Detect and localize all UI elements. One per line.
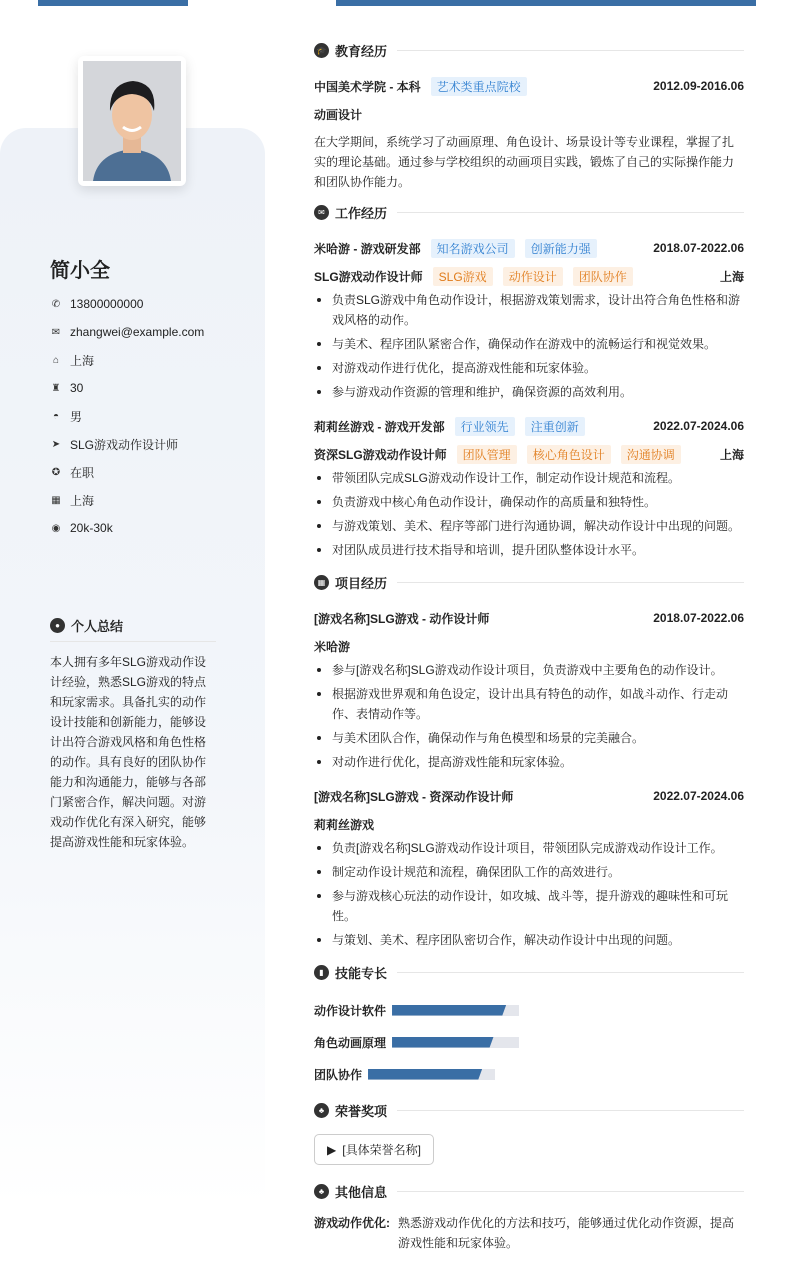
- bullet-item: 与美术团队合作，确保动作与角色模型和场景的完美融合。: [314, 728, 744, 748]
- role: SLG游戏动作设计师: [314, 269, 423, 284]
- info-text: 20k-30k: [70, 521, 113, 535]
- bar-chart-icon: ▮: [314, 965, 329, 980]
- bullet-item: 与策划、美术、程序团队密切合作，解决动作设计中出现的问题。: [314, 930, 744, 950]
- skill-bar: [392, 1037, 519, 1048]
- left-accent-bar: [38, 0, 188, 6]
- work-date: 2018.07-2022.06: [653, 241, 744, 255]
- entry-row: [314, 440, 744, 468]
- section-heading: [314, 38, 744, 62]
- bullet-item: 参与游戏动作资源的管理和维护，确保资源的高效利用。: [314, 382, 744, 402]
- company-tag: 注重创新: [525, 417, 585, 436]
- skill-item: [314, 994, 535, 1026]
- info-text: zhangwei@example.com: [70, 325, 205, 339]
- building-icon: ▦: [51, 494, 61, 506]
- entry-row: [314, 810, 744, 838]
- skill-bar-fill: [368, 1069, 482, 1080]
- graduation-cap-icon: 🎓: [314, 43, 329, 58]
- role-tag: 沟通协调: [621, 445, 681, 464]
- company-tag: 行业领先: [455, 417, 515, 436]
- section-title: 荣誉奖项: [335, 1103, 388, 1119]
- cake-icon: ♜: [51, 382, 61, 394]
- send-icon: ➤: [51, 438, 61, 450]
- salary-icon: ◉: [51, 522, 61, 534]
- company-tag: 创新能力强: [525, 239, 597, 258]
- bullet-item: 对游戏动作进行优化，提高游戏性能和玩家体验。: [314, 358, 744, 378]
- bullet-item: 负责游戏中核心角色动作设计，确保动作的高质量和独特性。: [314, 492, 744, 512]
- bullet-item: 参与游戏核心玩法的动作设计，如攻城、战斗等，提升游戏的趣味性和可玩性。: [314, 886, 744, 926]
- summary-text: 本人拥有多年SLG游戏动作设计经验，熟悉SLG游戏的特点和玩家需求。具备扎实的动作设计技能和创新能力，能够设计出符合游戏风格和角色性格的动作。具有良好的团队协作能力和沟通能力，能够与各部门紧密合作，解决问题。对游戏动作优化有深入研究，能够提高游戏性能和玩家体验。: [50, 655, 207, 849]
- other-text: 熟悉游戏动作优化的方法和技巧，能够通过优化动作资源，提高游戏性能和玩家体验。: [398, 1216, 735, 1250]
- mail-icon: ✉: [51, 326, 61, 338]
- info-text: 13800000000: [70, 297, 144, 311]
- info-text: 30: [70, 381, 84, 395]
- bullet-item: 制定动作设计规范和流程，确保团队工作的高效进行。: [314, 862, 744, 882]
- skill-item: [314, 1058, 535, 1090]
- city: 上海: [719, 447, 744, 462]
- bullet-item: 负责[游戏名称]SLG游戏动作设计项目，带领团队完成游戏动作设计工作。: [314, 838, 744, 858]
- divider: [397, 972, 744, 973]
- entry-row: [314, 632, 744, 660]
- contact-info: [50, 290, 204, 542]
- user-icon: ●: [50, 618, 65, 633]
- bullet-item: 带领团队完成SLG游戏动作设计工作，制定动作设计规范和流程。: [314, 468, 744, 488]
- edu-date: 2012.09-2016.06: [653, 79, 744, 93]
- gender-icon: ◓: [52, 410, 60, 422]
- entry-row: [314, 100, 744, 128]
- home-icon: ⌂: [52, 354, 60, 366]
- bullet-item: 与美术、程序团队紧密合作，确保动作在游戏中的流畅运行和视觉效果。: [314, 334, 744, 354]
- entry-row: [314, 782, 744, 810]
- skill-item: [314, 1026, 535, 1058]
- section-title: 教育经历: [335, 43, 388, 59]
- section-heading: [314, 1179, 744, 1203]
- section-heading: [314, 200, 744, 224]
- role-tag: 团队管理: [457, 445, 517, 464]
- skill-bar: [368, 1069, 495, 1080]
- bullet-list: [314, 290, 744, 402]
- section-title: 项目经历: [335, 575, 388, 591]
- info-row: [50, 486, 204, 514]
- bullet-item: 与游戏策划、美术、程序等部门进行沟通协调，解决动作设计中出现的问题。: [314, 516, 744, 536]
- honor-item[interactable]: [314, 1134, 434, 1165]
- info-text: 上海: [70, 493, 95, 508]
- section-heading: [314, 570, 744, 594]
- project-date: 2018.07-2022.06: [653, 611, 744, 625]
- project-company: 米哈游: [314, 639, 351, 654]
- summary-title: 个人总结: [71, 619, 124, 634]
- play-triangle-icon: ▶: [327, 1142, 337, 1157]
- bullet-item: 对团队成员进行技术指导和培训，提升团队整体设计水平。: [314, 540, 744, 560]
- info-row: [50, 374, 204, 402]
- skill-name: 团队协作: [314, 1067, 363, 1082]
- info-row: [50, 430, 204, 458]
- school-name: 中国美术学院 - 本科: [314, 79, 421, 94]
- section-heading: [314, 1098, 744, 1122]
- major: 动画设计: [314, 107, 363, 122]
- work-date: 2022.07-2024.06: [653, 419, 744, 433]
- skill-bar-fill: [392, 1037, 494, 1048]
- section-title: 技能专长: [335, 965, 388, 981]
- role-tag: SLG游戏: [433, 267, 493, 286]
- project-date: 2022.07-2024.06: [653, 789, 744, 803]
- candidate-name: 简小全: [50, 260, 110, 282]
- info-text: 上海: [70, 353, 95, 368]
- skill-name: 角色动画原理: [314, 1035, 387, 1050]
- skill-bar: [392, 1005, 519, 1016]
- project-name: [游戏名称]SLG游戏 - 动作设计师: [314, 611, 490, 626]
- other-label: 游戏动作优化:: [314, 1216, 390, 1230]
- entry-row: [314, 234, 744, 262]
- section-title: 其他信息: [335, 1184, 388, 1200]
- info-text: 在职: [70, 465, 95, 480]
- role-tag: 核心角色设计: [527, 445, 611, 464]
- info-row: [50, 514, 204, 542]
- role-tag: 动作设计: [503, 267, 563, 286]
- info-text: SLG游戏动作设计师: [70, 437, 179, 452]
- other-item: [314, 1213, 744, 1253]
- info-row: [50, 318, 204, 346]
- skill-bar-fill: [392, 1005, 506, 1016]
- skill-name: 动作设计软件: [314, 1003, 387, 1018]
- info-row: [50, 290, 204, 318]
- entry-row: [314, 412, 744, 440]
- skills-list: [314, 994, 744, 1090]
- project-company: 莉莉丝游戏: [314, 817, 375, 832]
- info-row: [50, 458, 204, 486]
- bullet-item: 对动作进行优化，提高游戏性能和玩家体验。: [314, 752, 744, 772]
- edu-desc: 在大学期间，系统学习了动画原理、角色设计、场景设计等专业课程，掌握了扎实的理论基础。通过参与学校组织的动画项目实践，锻炼了自己的实际操作能力和团队协作能力。: [314, 135, 735, 189]
- bullet-item: 参与[游戏名称]SLG游戏动作设计项目，负责游戏中主要角色的动作设计。: [314, 660, 744, 680]
- divider: [397, 1110, 744, 1111]
- info-icon: ♣: [314, 1184, 329, 1199]
- phone-icon: ✆: [51, 298, 61, 310]
- entry-row: [314, 262, 744, 290]
- main-content: [314, 38, 744, 1253]
- entry-row: [314, 604, 744, 632]
- company-tag: 知名游戏公司: [431, 239, 515, 258]
- honor-name: [具体荣誉名称]: [342, 1143, 421, 1157]
- company: 米哈游 - 游戏研发部: [314, 241, 421, 256]
- bullet-item: 根据游戏世界观和角色设定，设计出具有特色的动作，如战斗动作、行走动作、表情动作等。: [314, 684, 744, 724]
- summary-heading: [50, 616, 216, 642]
- bullet-list: [314, 660, 744, 772]
- info-row: [50, 346, 204, 374]
- info-row: [50, 402, 204, 430]
- divider: [397, 212, 744, 213]
- role: 资深SLG游戏动作设计师: [314, 447, 447, 462]
- entry-row: [314, 72, 744, 100]
- company: 莉莉丝游戏 - 游戏开发部: [314, 419, 445, 434]
- divider: [397, 50, 744, 51]
- right-accent-bar: [336, 0, 756, 6]
- city: 上海: [719, 269, 744, 284]
- status-icon: ✪: [51, 466, 61, 478]
- divider: [397, 1191, 744, 1192]
- info-text: 男: [70, 409, 83, 424]
- briefcase-icon: ✉: [314, 205, 329, 220]
- award-icon: ♣: [314, 1103, 329, 1118]
- avatar: [78, 56, 186, 186]
- bullet-list: [314, 468, 744, 560]
- bullet-list: [314, 838, 744, 950]
- school-tag: 艺术类重点院校: [431, 77, 527, 96]
- section-heading: [314, 960, 744, 984]
- divider: [397, 582, 744, 583]
- role-tag: 团队协作: [573, 267, 633, 286]
- section-title: 工作经历: [335, 205, 388, 221]
- project-name: [游戏名称]SLG游戏 - 资深动作设计师: [314, 789, 514, 804]
- grid-icon: ▦: [314, 575, 329, 590]
- bullet-item: 负责SLG游戏中角色动作设计，根据游戏策划需求，设计出符合角色性格和游戏风格的动作。: [314, 290, 744, 330]
